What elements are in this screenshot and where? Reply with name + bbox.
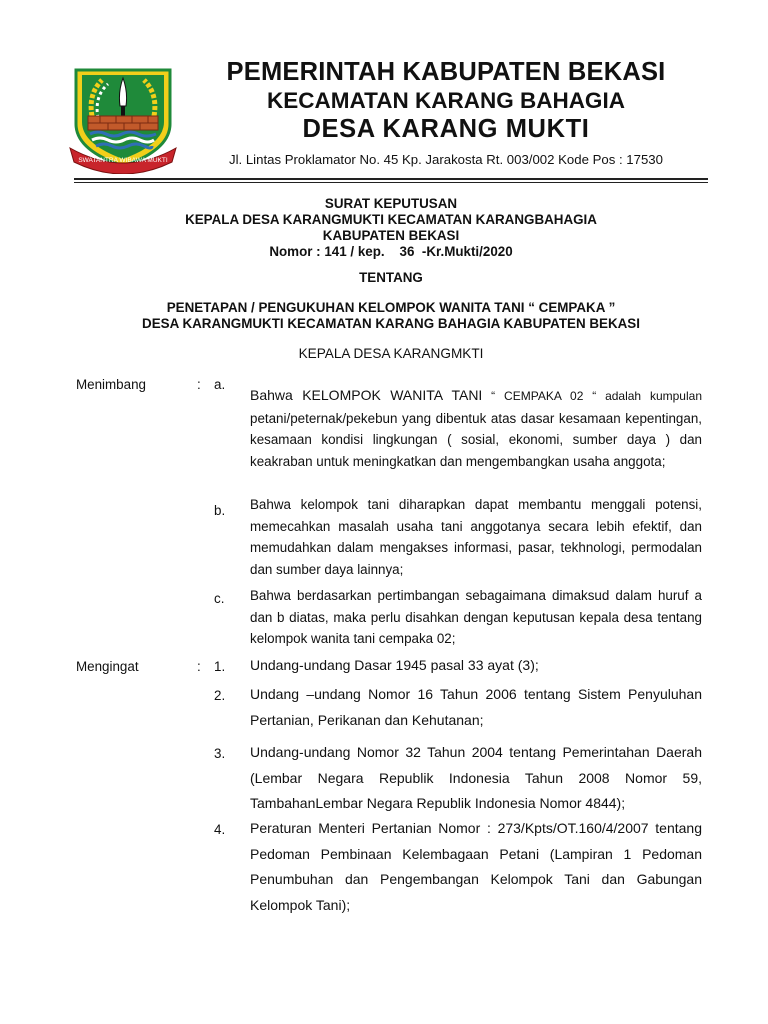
mengingat-item-2: Undang –undang Nomor 16 Tahun 2006 tentang Sistem Penyuluhan Pertanian, Perikanan dan Kehutanan; xyxy=(250,686,702,728)
letterhead-rule-thin xyxy=(74,182,708,183)
decree-official: KEPALA DESA KARANGMKTI xyxy=(298,346,484,361)
decree-number: Nomor : 141 / kep. 36 -Kr.Mukti/2020 xyxy=(269,244,513,259)
letterhead-district: KECAMATAN KARANG BAHAGIA xyxy=(267,88,625,113)
menimbang-label: Menimbang xyxy=(76,377,146,392)
mengingat-item-1: Undang-undang Dasar 1945 pasal 33 ayat (3); xyxy=(250,657,539,673)
menimbang-colon: : xyxy=(197,377,201,392)
svg-text:SWATANTRA WIBAWA MUKTI: SWATANTRA WIBAWA MUKTI xyxy=(78,157,168,164)
letterhead-village: DESA KARANG MUKTI xyxy=(302,115,590,143)
decree-regency: KABUPATEN BEKASI xyxy=(322,228,460,243)
menimbang-marker-b: b. xyxy=(214,503,226,518)
mengingat-marker-1: 1. xyxy=(214,659,226,674)
mengingat-marker-2: 2. xyxy=(214,688,226,703)
bekasi-emblem-logo xyxy=(68,66,178,174)
mengingat-marker-4: 4. xyxy=(214,822,226,837)
letterhead-address: Jl. Lintas Proklamator No. 45 Kp. Jarakosta Rt. 003/002 Kode Pos : 17530 xyxy=(229,152,663,167)
mengingat-colon: : xyxy=(197,659,201,674)
menimbang-item-a-lead: Bahwa KELOMPOK WANITA TANI xyxy=(250,387,483,403)
menimbang-item-a-lead-small: “ CEMPAKA 02 “ adalah kumpulan xyxy=(482,389,702,403)
mengingat-item-4: Peraturan Menteri Pertanian Nomor : 273/Kpts/OT.160/4/2007 tentang Pedoman Pembinaan Kelembagaan Petani (Lampiran 1 Pedoman Penumbuhan dan Pengembangan Kelompok Tani dan Gabungan Kelompok Tani); xyxy=(250,820,702,913)
menimbang-marker-a: a. xyxy=(214,377,226,392)
decree-subject-line1: PENETAPAN / PENGUKUHAN KELOMPOK WANITA TANI “ CEMPAKA ” xyxy=(166,300,616,315)
menimbang-item-c: Bahwa berdasarkan pertimbangan sebagaimana dimaksud dalam huruf a dan b diatas, maka perlu disahkan dengan keputusan kepala desa tentang kelompok wanita tani cempaka 02; xyxy=(250,588,702,646)
menimbang-item-a xyxy=(250,385,702,472)
mengingat-label: Mengingat xyxy=(76,659,139,674)
decree-subject-line2: DESA KARANGMUKTI KECAMATAN KARANG BAHAGIA KABUPATEN BEKASI xyxy=(142,316,640,331)
menimbang-marker-c: c. xyxy=(214,591,225,606)
letterhead-government: PEMERINTAH KABUPATEN BEKASI xyxy=(226,58,666,86)
menimbang-item-b: Bahwa kelompok tani diharapkan dapat membantu menggali potensi, memecahkan masalah usaha tani anggotanya secara lebih efektif, dan memudahkan dalam mengakses informasi, pasar, tekhnologi, permodalan dan sumber daya lainnya; xyxy=(250,497,702,577)
mengingat-item-3: Undang-undang Nomor 32 Tahun 2004 tentang Pemerintahan Daerah (Lembar Negara Republik Indonesia Tahun 2008 Nomor 59, TambahanLembar Negara Republik Indonesia Nomor 4844); xyxy=(250,744,702,812)
decree-issuer: KEPALA DESA KARANGMUKTI KECAMATAN KARANGBAHAGIA xyxy=(185,212,597,227)
menimbang-item-a-rest: petani/peternak/pekebun yang dibentuk atas dasar kesamaan kepentingan, kesamaan kondisi lingkungan ( sosial, ekonomi, sumber daya ) dan keakraban untuk meningkatkan dan mengembangkan usaha anggota; xyxy=(250,410,702,469)
decree-heading: SURAT KEPUTUSAN xyxy=(324,196,458,211)
mengingat-marker-3: 3. xyxy=(214,746,226,761)
decree-tentang: TENTANG xyxy=(359,270,423,285)
letterhead-rule-thick xyxy=(74,178,708,180)
